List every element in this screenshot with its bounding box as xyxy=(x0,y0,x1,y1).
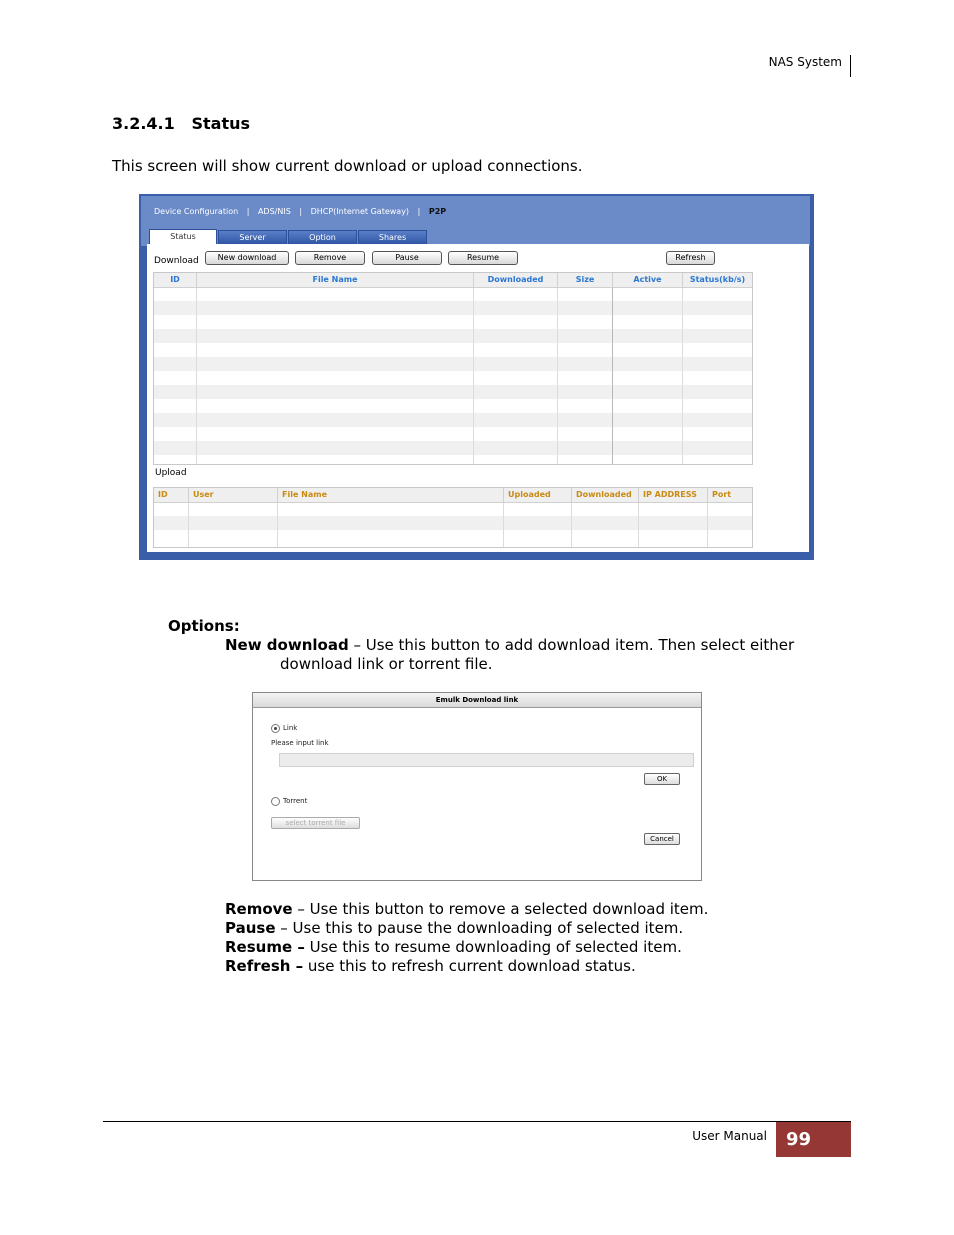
option-remove xyxy=(225,900,708,919)
nav-p2p[interactable]: P2P xyxy=(428,207,447,216)
tab-server[interactable]: Server xyxy=(218,230,287,244)
col-active[interactable]: Active xyxy=(613,273,683,287)
nav-separator: | xyxy=(246,207,250,216)
option-term: New download xyxy=(225,636,349,654)
col-downloaded[interactable]: Downloaded xyxy=(572,488,639,502)
upload-table-header xyxy=(154,488,752,503)
remove-button[interactable]: Remove xyxy=(295,251,365,265)
torrent-radio[interactable] xyxy=(271,797,280,806)
upload-table xyxy=(153,487,753,548)
table-row[interactable] xyxy=(154,441,752,455)
table-row[interactable] xyxy=(154,516,752,530)
table-row[interactable] xyxy=(154,413,752,427)
nav-separator: | xyxy=(417,207,421,216)
col-size[interactable]: Size xyxy=(558,273,613,287)
col-downloaded[interactable]: Downloaded xyxy=(474,273,558,287)
table-row[interactable] xyxy=(154,301,752,315)
section-intro: This screen will show current download or upload connections. xyxy=(112,157,583,175)
nav-device-configuration[interactable]: Device Configuration xyxy=(154,207,239,216)
input-prompt: Please input link xyxy=(271,739,329,747)
option-desc: – Use this button to remove a selected download item. xyxy=(292,900,709,918)
ok-button[interactable]: OK xyxy=(644,773,680,785)
nav-separator: | xyxy=(299,207,303,216)
footer-divider xyxy=(103,1121,851,1122)
download-table-header xyxy=(154,273,752,288)
option-refresh xyxy=(225,957,636,976)
p2p-status-screenshot xyxy=(139,194,814,560)
option-desc: – Use this button to add download item. Then select either xyxy=(348,636,795,654)
pause-button[interactable]: Pause xyxy=(372,251,442,265)
nav-dhcp[interactable]: DHCP(Internet Gateway) xyxy=(310,207,410,216)
option-new-download xyxy=(225,636,794,655)
link-radio[interactable] xyxy=(271,724,280,733)
nav-ads-nis[interactable]: ADS/NIS xyxy=(257,207,291,216)
download-label: Download xyxy=(154,256,199,266)
col-file-name[interactable]: File Name xyxy=(197,273,474,287)
col-id[interactable]: ID xyxy=(154,273,197,287)
footer-text: User Manual xyxy=(692,1129,767,1143)
option-desc: – Use this to pause the downloading of selected item. xyxy=(275,919,684,937)
option-pause xyxy=(225,919,683,938)
header-divider xyxy=(850,55,851,77)
table-row[interactable] xyxy=(154,329,752,343)
col-id[interactable]: ID xyxy=(154,488,189,502)
breadcrumb xyxy=(154,207,452,216)
dialog-title: Emulk Download link xyxy=(253,693,701,708)
refresh-button[interactable]: Refresh xyxy=(666,251,715,265)
option-term: Refresh – xyxy=(225,957,304,975)
section-title: 3.2.4.1 Status xyxy=(112,114,251,133)
header-title: NAS System xyxy=(768,55,842,69)
tab-option[interactable]: Option xyxy=(288,230,357,244)
options-title: Options: xyxy=(168,617,240,635)
col-ip-address[interactable]: IP ADDRESS xyxy=(639,488,708,502)
torrent-radio-label: Torrent xyxy=(283,797,308,805)
option-term: Resume – xyxy=(225,938,305,956)
option-desc: use this to refresh current download status. xyxy=(303,957,636,975)
col-status[interactable]: Status(kb/s) xyxy=(689,275,746,284)
tab-status[interactable]: Status xyxy=(149,229,217,245)
table-row[interactable] xyxy=(154,357,752,371)
cancel-button[interactable]: Cancel xyxy=(644,833,680,845)
option-desc: Use this to resume downloading of selected item. xyxy=(304,938,682,956)
page-number: 99 xyxy=(786,1129,812,1150)
option-new-download-cont: download link or torrent file. xyxy=(280,655,493,673)
select-torrent-button[interactable]: select torrent file xyxy=(271,817,360,829)
new-download-button[interactable]: New download xyxy=(205,251,289,265)
resume-button[interactable]: Resume xyxy=(448,251,518,265)
table-row[interactable] xyxy=(154,385,752,399)
download-link-dialog-screenshot xyxy=(252,692,702,881)
option-term: Remove xyxy=(225,900,293,918)
p2p-body xyxy=(147,244,809,552)
download-table xyxy=(153,272,753,465)
col-user[interactable]: User xyxy=(189,488,278,502)
col-uploaded[interactable]: Uploaded xyxy=(504,488,572,502)
link-radio-label: Link xyxy=(283,724,298,732)
link-input[interactable] xyxy=(279,753,694,767)
upload-label: Upload xyxy=(155,468,187,478)
col-file-name[interactable]: File Name xyxy=(278,488,504,502)
tab-shares[interactable]: Shares xyxy=(358,230,427,244)
col-port[interactable]: Port xyxy=(712,490,732,499)
option-term: Pause xyxy=(225,919,276,937)
option-resume xyxy=(225,938,682,957)
